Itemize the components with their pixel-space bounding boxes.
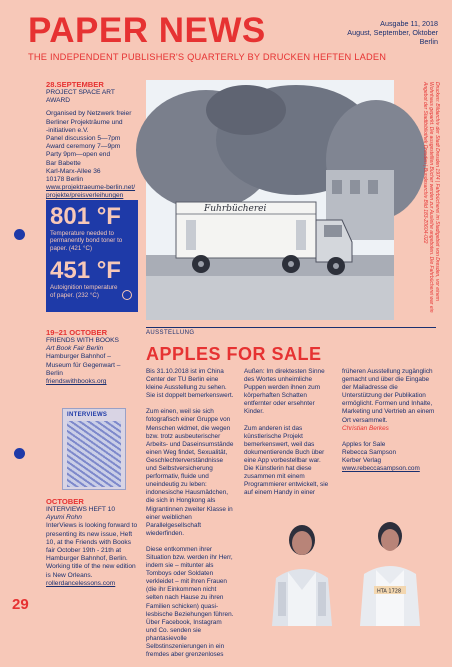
article-column-1 xyxy=(146,368,234,667)
event-line: Organised by Netzwerk freier xyxy=(46,110,132,118)
event-name: INTERVIEWS HEFT 10 xyxy=(46,506,116,513)
event-line: Award ceremony 7—9pm xyxy=(46,143,121,151)
portrait-photo-left xyxy=(258,512,346,626)
article-paragraph: Bis 31.10.2018 ist im China Center der TU Berlin eine kleine Ausstellung zu sehen. Sie ist doppelt bemerkenswert. xyxy=(146,368,234,400)
magazine-cover xyxy=(62,408,126,490)
article-headline: APPLES FOR SALE xyxy=(146,344,322,364)
event-line: Bar Babette xyxy=(46,159,81,167)
name-badge: HTA 1728 xyxy=(377,588,402,595)
event-line: Hamburger Bahnhof – xyxy=(46,353,111,361)
event-line: 10, at the Friends with Books xyxy=(46,538,132,546)
issue-months: August, September, Oktober xyxy=(347,28,438,37)
event-line: Karl-Marx-Allee 36 xyxy=(46,167,101,175)
truck-label: Fuhrbücherei xyxy=(204,204,267,214)
book-credit: Apples for Sale xyxy=(342,440,386,448)
event-link[interactable]: rollerdancelessons.com xyxy=(46,579,116,587)
event-subtitle: Art Book Fair Berlin xyxy=(46,345,104,353)
issue-city: Berlin xyxy=(419,37,438,46)
portrait-illustration xyxy=(258,512,346,626)
article-paragraph: früheren Ausstellung zugänglich gemacht und über die Eingabe der Mailadresse die Unterstützung der Publikation ermöglicht. Formen und Inhalte, Marketing und Vertrieb an einem Ort versammelt. xyxy=(342,368,435,424)
event-name: FRIENDS WITH BOOKS xyxy=(46,337,119,344)
article-column-3 xyxy=(342,368,438,473)
article-paragraph: Außen: Im direktesten Sinne des Wortes unheimliche Puppen werden ihnen zum körperhaften Schatten entfernter oder ersehnter Kinder. xyxy=(244,368,325,416)
temp-value: 801 °F xyxy=(50,203,121,230)
event-line: -initiativen e.V. xyxy=(46,126,89,134)
portrait-photo-right xyxy=(346,512,434,626)
book-credit: Kerber Verlag xyxy=(342,456,382,464)
event-line: Panel discussion 5—7pm xyxy=(46,135,121,143)
flame-icon xyxy=(122,290,132,300)
event-line: Museum für Gegenwart – xyxy=(46,361,121,369)
event-line: InterViews is looking forward to xyxy=(46,522,138,530)
masthead xyxy=(28,12,438,72)
event-line: 10178 Berlin xyxy=(46,176,84,184)
event-line: presenting its new issue, Heft xyxy=(46,530,133,538)
event-line: Party 9pm—open end xyxy=(46,151,111,159)
truck-photo-illustration xyxy=(146,80,394,320)
photo-caption-text: Drucken: Bildarchiv der Stadt Dresden 1974 | Fahrbücherei im Stadtgebiet von Dresden, vor einem Wohnhaus geparkt. Die ausgestellten Bücher werden zur Ausleihe angeboten. Die Fahrbücherei war ein Angebot der Stadtbibliothek Dresden | Bundesarchiv Bild 183-Z0604-022 xyxy=(421,82,440,313)
temp-description: Temperature needed to permanently bond toner to paper. (421 °C) xyxy=(50,230,123,252)
photo-caption xyxy=(400,82,440,320)
temp-description: Autoignition temperature of paper. (232 °C) xyxy=(50,284,118,299)
newspaper-title: PAPER NEWS xyxy=(28,11,266,50)
article-paragraph: Zum anderen ist das künstlerische Projekt bemerkenswert, weil das dokumentierende Buch über eine App vorbestellbar war. Die Künstlerin hat diese zusammen mit einem Programmierer entwickelt, sie auf einem Handy in einer xyxy=(244,424,329,497)
book-credit: Rebecca Sampson xyxy=(342,448,396,456)
article-paragraph: Diese entkommen ihrer Situation bzw. werden ihr Herr, indem sie – mitunter als Tomboys oder Soldaten verkleidet – mit ihren Frauen (die ihr Einkommen nicht selten nach Hause zu ihren Familien schicken) quasi-lesbische Beziehungen führen. Über Facebook, Instagram und Co. senden sie phantasievolle Selbstinszenierungen in ein fremdes aber grenzenloses xyxy=(146,545,234,659)
event-link[interactable]: friendswithbooks.org xyxy=(46,378,107,386)
magazine-title: INTERVIEWS xyxy=(67,412,108,418)
event-line: fair October 19th - 21th at xyxy=(46,547,122,555)
newspaper-subtitle: THE INDEPENDENT PUBLISHER'S QUARTERLY BY DRUCKEN HEFTEN LADEN xyxy=(28,52,387,62)
truck-photo xyxy=(146,80,394,320)
bullet-dot xyxy=(14,229,25,240)
temperature-box xyxy=(46,200,138,312)
event-friends-with-books xyxy=(46,328,138,386)
temp-value: 451 °F xyxy=(50,257,121,285)
article-paragraph: Zum einen, weil sie sich fotografisch einer Gruppe von Menschen widmet, die wegen bzw. trotz ausbeuterischer Arbeits- und Daseinsumstände einen Weg findet, Sexualität, Geschlechterverständnisse und Selbstversicherung performativ, fluide und uneindeutig zu leben: indonesische Hausmädchen, die sich in Hongkong als Migrantinnen zweiter Klasse in einer weiblichen Parallelgesellschaft wiederfinden. xyxy=(146,408,234,537)
event-author: Ayumi Rohn xyxy=(46,514,82,522)
article-link[interactable]: www.rebeccasampson.com xyxy=(342,465,420,473)
event-date: OCTOBER xyxy=(46,497,84,506)
event-name: PROJECT SPACE ART AWARD xyxy=(46,89,115,105)
issue-number: Ausgabe 11, 2018 xyxy=(380,19,438,28)
event-line: Berliner Projekträume und xyxy=(46,118,123,126)
event-interviews xyxy=(46,497,140,588)
event-date: 28.SEPTEMBER xyxy=(46,80,104,89)
event-project-space xyxy=(46,80,138,201)
portrait-illustration xyxy=(346,512,434,626)
article-author: Christian Berkes xyxy=(342,424,389,432)
event-link[interactable]: projekte/preisverleihungen xyxy=(46,192,124,200)
event-line: Working title of the new edition xyxy=(46,563,136,571)
magazine-artwork xyxy=(67,421,121,487)
event-line: Hamburger Bahnhof, Berlin. xyxy=(46,555,128,563)
event-date: 19–21 OCTOBER xyxy=(46,328,108,337)
issue-info xyxy=(347,19,438,46)
article-column-2 xyxy=(244,368,332,505)
bullet-dot xyxy=(14,448,25,459)
event-link[interactable]: www.projektraeume-berlin.net/ xyxy=(46,184,136,192)
event-line: is New Orleans. xyxy=(46,571,93,579)
event-line: Berlin xyxy=(46,369,63,377)
page-number: 29 xyxy=(12,596,29,613)
section-label: AUSSTELLUNG xyxy=(146,327,436,336)
